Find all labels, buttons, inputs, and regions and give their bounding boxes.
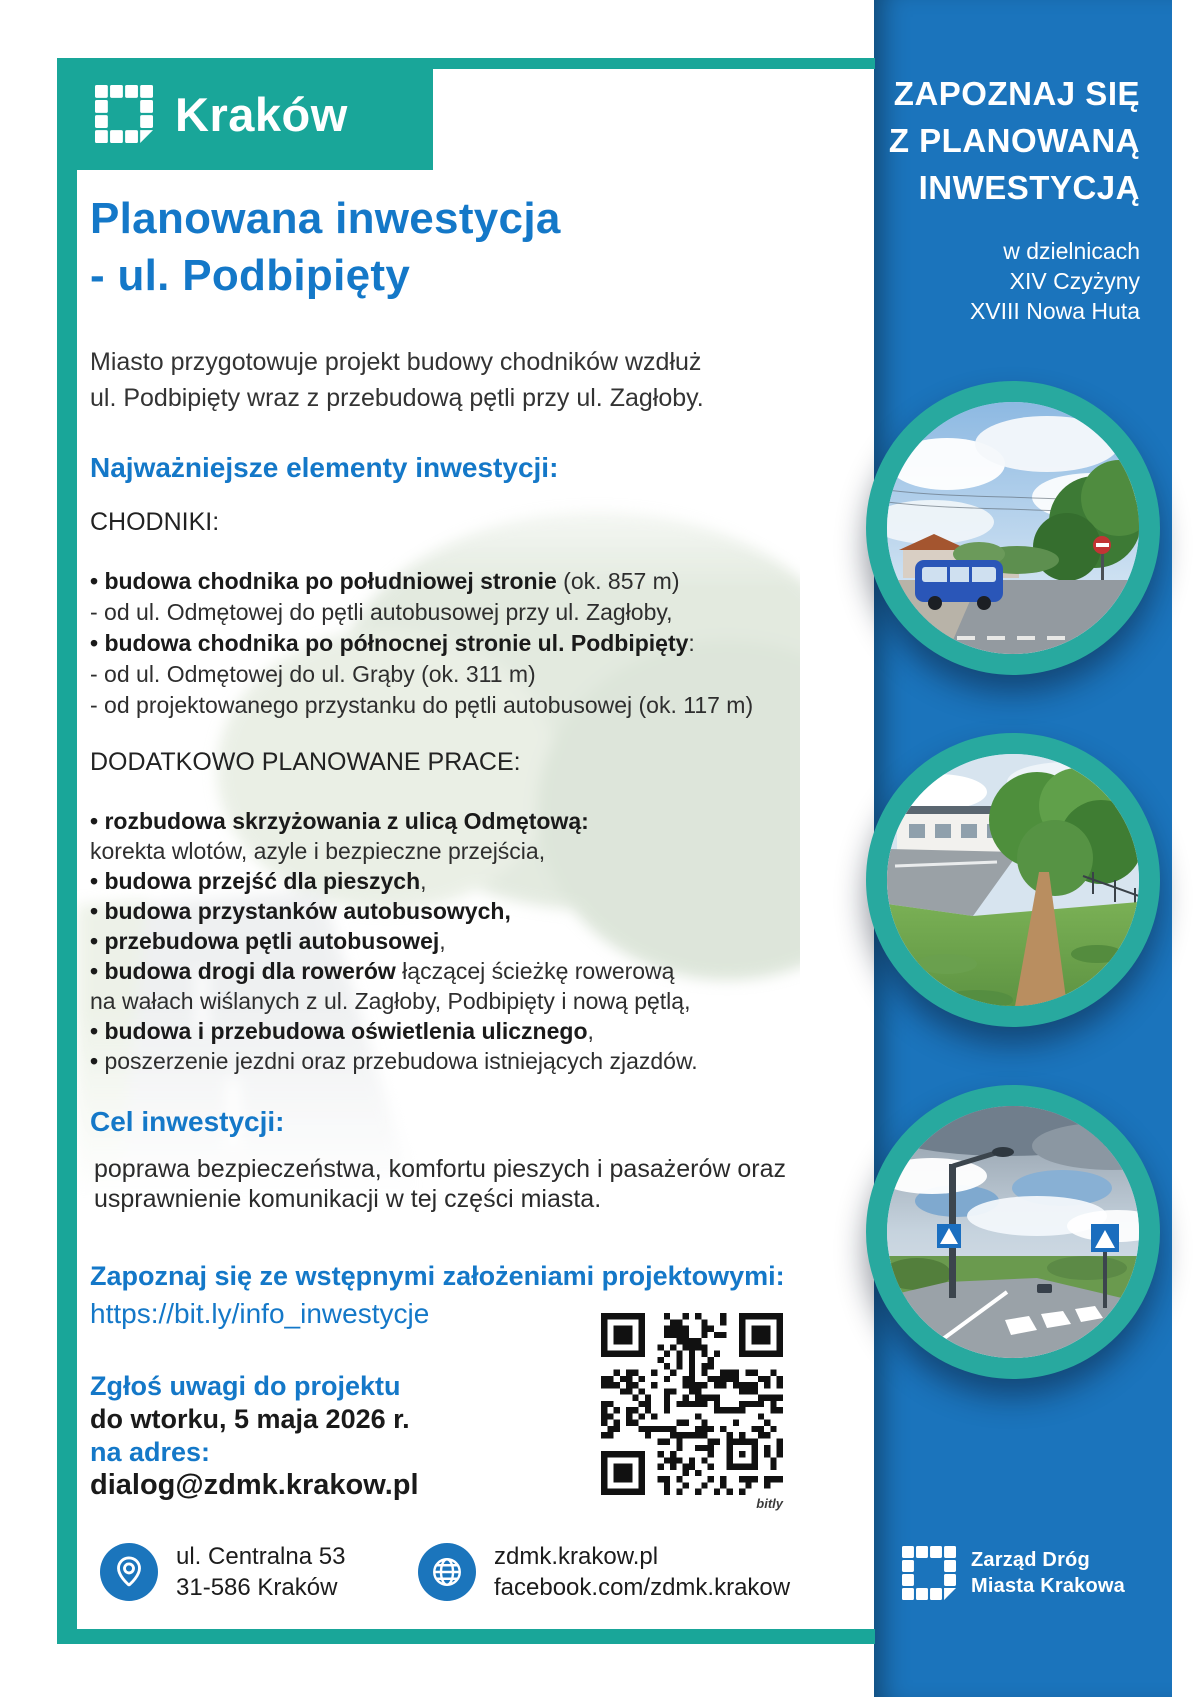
goal-line: usprawnienie komunikacji w tej części miasta. [94, 1185, 602, 1213]
list-item: korekta wlotów, azyle i bezpieczne przejścia, [90, 838, 546, 864]
zdmk-logo [902, 1546, 1125, 1600]
sidebar-headline [820, 70, 1140, 211]
photo3-art [887, 1106, 1139, 1358]
prace-heading: DODATKOWO PLANOWANE PRACE: [90, 748, 521, 776]
title-line-1: Planowana inwestycja [90, 194, 561, 243]
list-item: • budowa chodnika po północnej stronie ul. Podbipięty: [90, 630, 695, 656]
list-item: - od projektowanego przystanku do pętli autobusowej (ok. 117 m) [90, 692, 754, 718]
qr-code [601, 1313, 783, 1495]
list-item: • budowa drogi dla rowerów łączącej ścieżkę rowerową [90, 958, 675, 984]
frame-left-border [57, 58, 77, 1644]
elements-heading: Najważniejsze elementy inwestycji: [90, 452, 559, 483]
pin-glyph [111, 1554, 147, 1590]
photo1-art [887, 402, 1139, 654]
page-title [90, 190, 561, 304]
address-line2: 31-586 Kraków [176, 1574, 338, 1601]
photo-intersection-with-bus [866, 381, 1160, 675]
list-item: - od ul. Odmętowej do pętli autobusowej przy ul. Zagłoby, [90, 599, 673, 625]
list-item: - od ul. Odmętowej do ul. Grąby (ok. 311 m) [90, 661, 536, 687]
photo-pedestrian-crossing [866, 1085, 1160, 1379]
bitly-label: bitly [756, 1496, 783, 1511]
chodniki-label: CHODNIKI: [90, 508, 220, 536]
prace-list [90, 806, 698, 1076]
sidebar-headline-line: INWESTYCJĄ [918, 169, 1140, 206]
project-link-heading: Zapoznaj się ze wstępnymi założeniami projektowymi: [90, 1261, 785, 1291]
list-item: na wałach wiślanych z ul. Zagłoby, Podbipięty i nową pętlą, [90, 988, 691, 1014]
location-pin-icon [100, 1543, 158, 1601]
list-item: • budowa chodnika po południowej stronie (ok. 857 m) [90, 568, 680, 594]
contact-web-group [418, 1541, 790, 1603]
photo-green-path [866, 733, 1160, 1027]
contact-address-group [100, 1541, 345, 1603]
goal-heading: Cel inwestycji: [90, 1106, 285, 1137]
goal-line: poprawa bezpieczeństwa, komfortu pieszych i pasażerów oraz [94, 1155, 787, 1183]
list-item: • budowa i przebudowa oświetlenia ulicznego, [90, 1018, 594, 1044]
frame-bottom-border [57, 1629, 875, 1644]
zdmk-logo-text [971, 1547, 1125, 1599]
feedback-email[interactable]: dialog@zdmk.krakow.pl [90, 1469, 419, 1501]
zdmk-tiles-icon [902, 1546, 956, 1600]
list-item: • poszerzenie jezdni oraz przebudowa istniejących zjazdów. [90, 1048, 698, 1074]
list-item: • budowa przystanków autobusowych, [90, 898, 511, 924]
sidebar-headline-line: ZAPOZNAJ SIĘ [893, 75, 1140, 112]
website-link[interactable]: zdmk.krakow.pl [494, 1543, 659, 1570]
krakow-tiles-icon [95, 85, 153, 143]
krakow-banner [57, 58, 433, 170]
facebook-link[interactable]: facebook.com/zdmk.krakow [494, 1574, 791, 1601]
krakow-logo-text: Kraków [175, 87, 348, 141]
district-czyzyny: XIV Czyżyny [1009, 268, 1140, 294]
list-item: • przebudowa pętli autobusowej, [90, 928, 446, 954]
sidebar-districts [820, 236, 1140, 326]
chodniki-list [90, 566, 753, 721]
intro-line: ul. Podbipięty wraz z przebudową pętli przy ul. Zagłoby. [90, 384, 704, 412]
title-line-2: - ul. Podbipięty [90, 251, 411, 300]
intro-paragraph [90, 344, 704, 416]
qr-code-canvas [601, 1313, 783, 1495]
project-link-url[interactable]: https://bit.ly/info_inwestycje [90, 1298, 430, 1329]
feedback-address-label: na adres: [90, 1437, 211, 1467]
district-nowa-huta: XVIII Nowa Huta [969, 298, 1140, 324]
feedback-heading: Zgłoś uwagi do projektu [90, 1371, 401, 1401]
districts-label: w dzielnicach [1003, 238, 1140, 264]
sidebar-headline-line: Z PLANOWANĄ [888, 122, 1140, 159]
zdmk-line2: Miasta Krakowa [971, 1575, 1125, 1597]
globe-icon [418, 1543, 476, 1601]
globe-glyph [429, 1554, 465, 1590]
address-line1: ul. Centralna 53 [176, 1543, 346, 1570]
list-item: • rozbudowa skrzyżowania z ulicą Odmętową: [90, 808, 589, 834]
contact-address [176, 1541, 345, 1603]
list-item: • budowa przejść dla pieszych, [90, 868, 427, 894]
goal-paragraph [94, 1154, 786, 1214]
feedback-deadline: do wtorku, 5 maja 2026 r. [90, 1404, 410, 1434]
feedback-block [90, 1370, 419, 1502]
photo2-art [887, 754, 1139, 1006]
contact-web [494, 1541, 790, 1603]
intro-line: Miasto przygotowuje projekt budowy chodników wzdłuż [90, 348, 702, 376]
zdmk-line1: Zarząd Dróg [971, 1549, 1090, 1571]
